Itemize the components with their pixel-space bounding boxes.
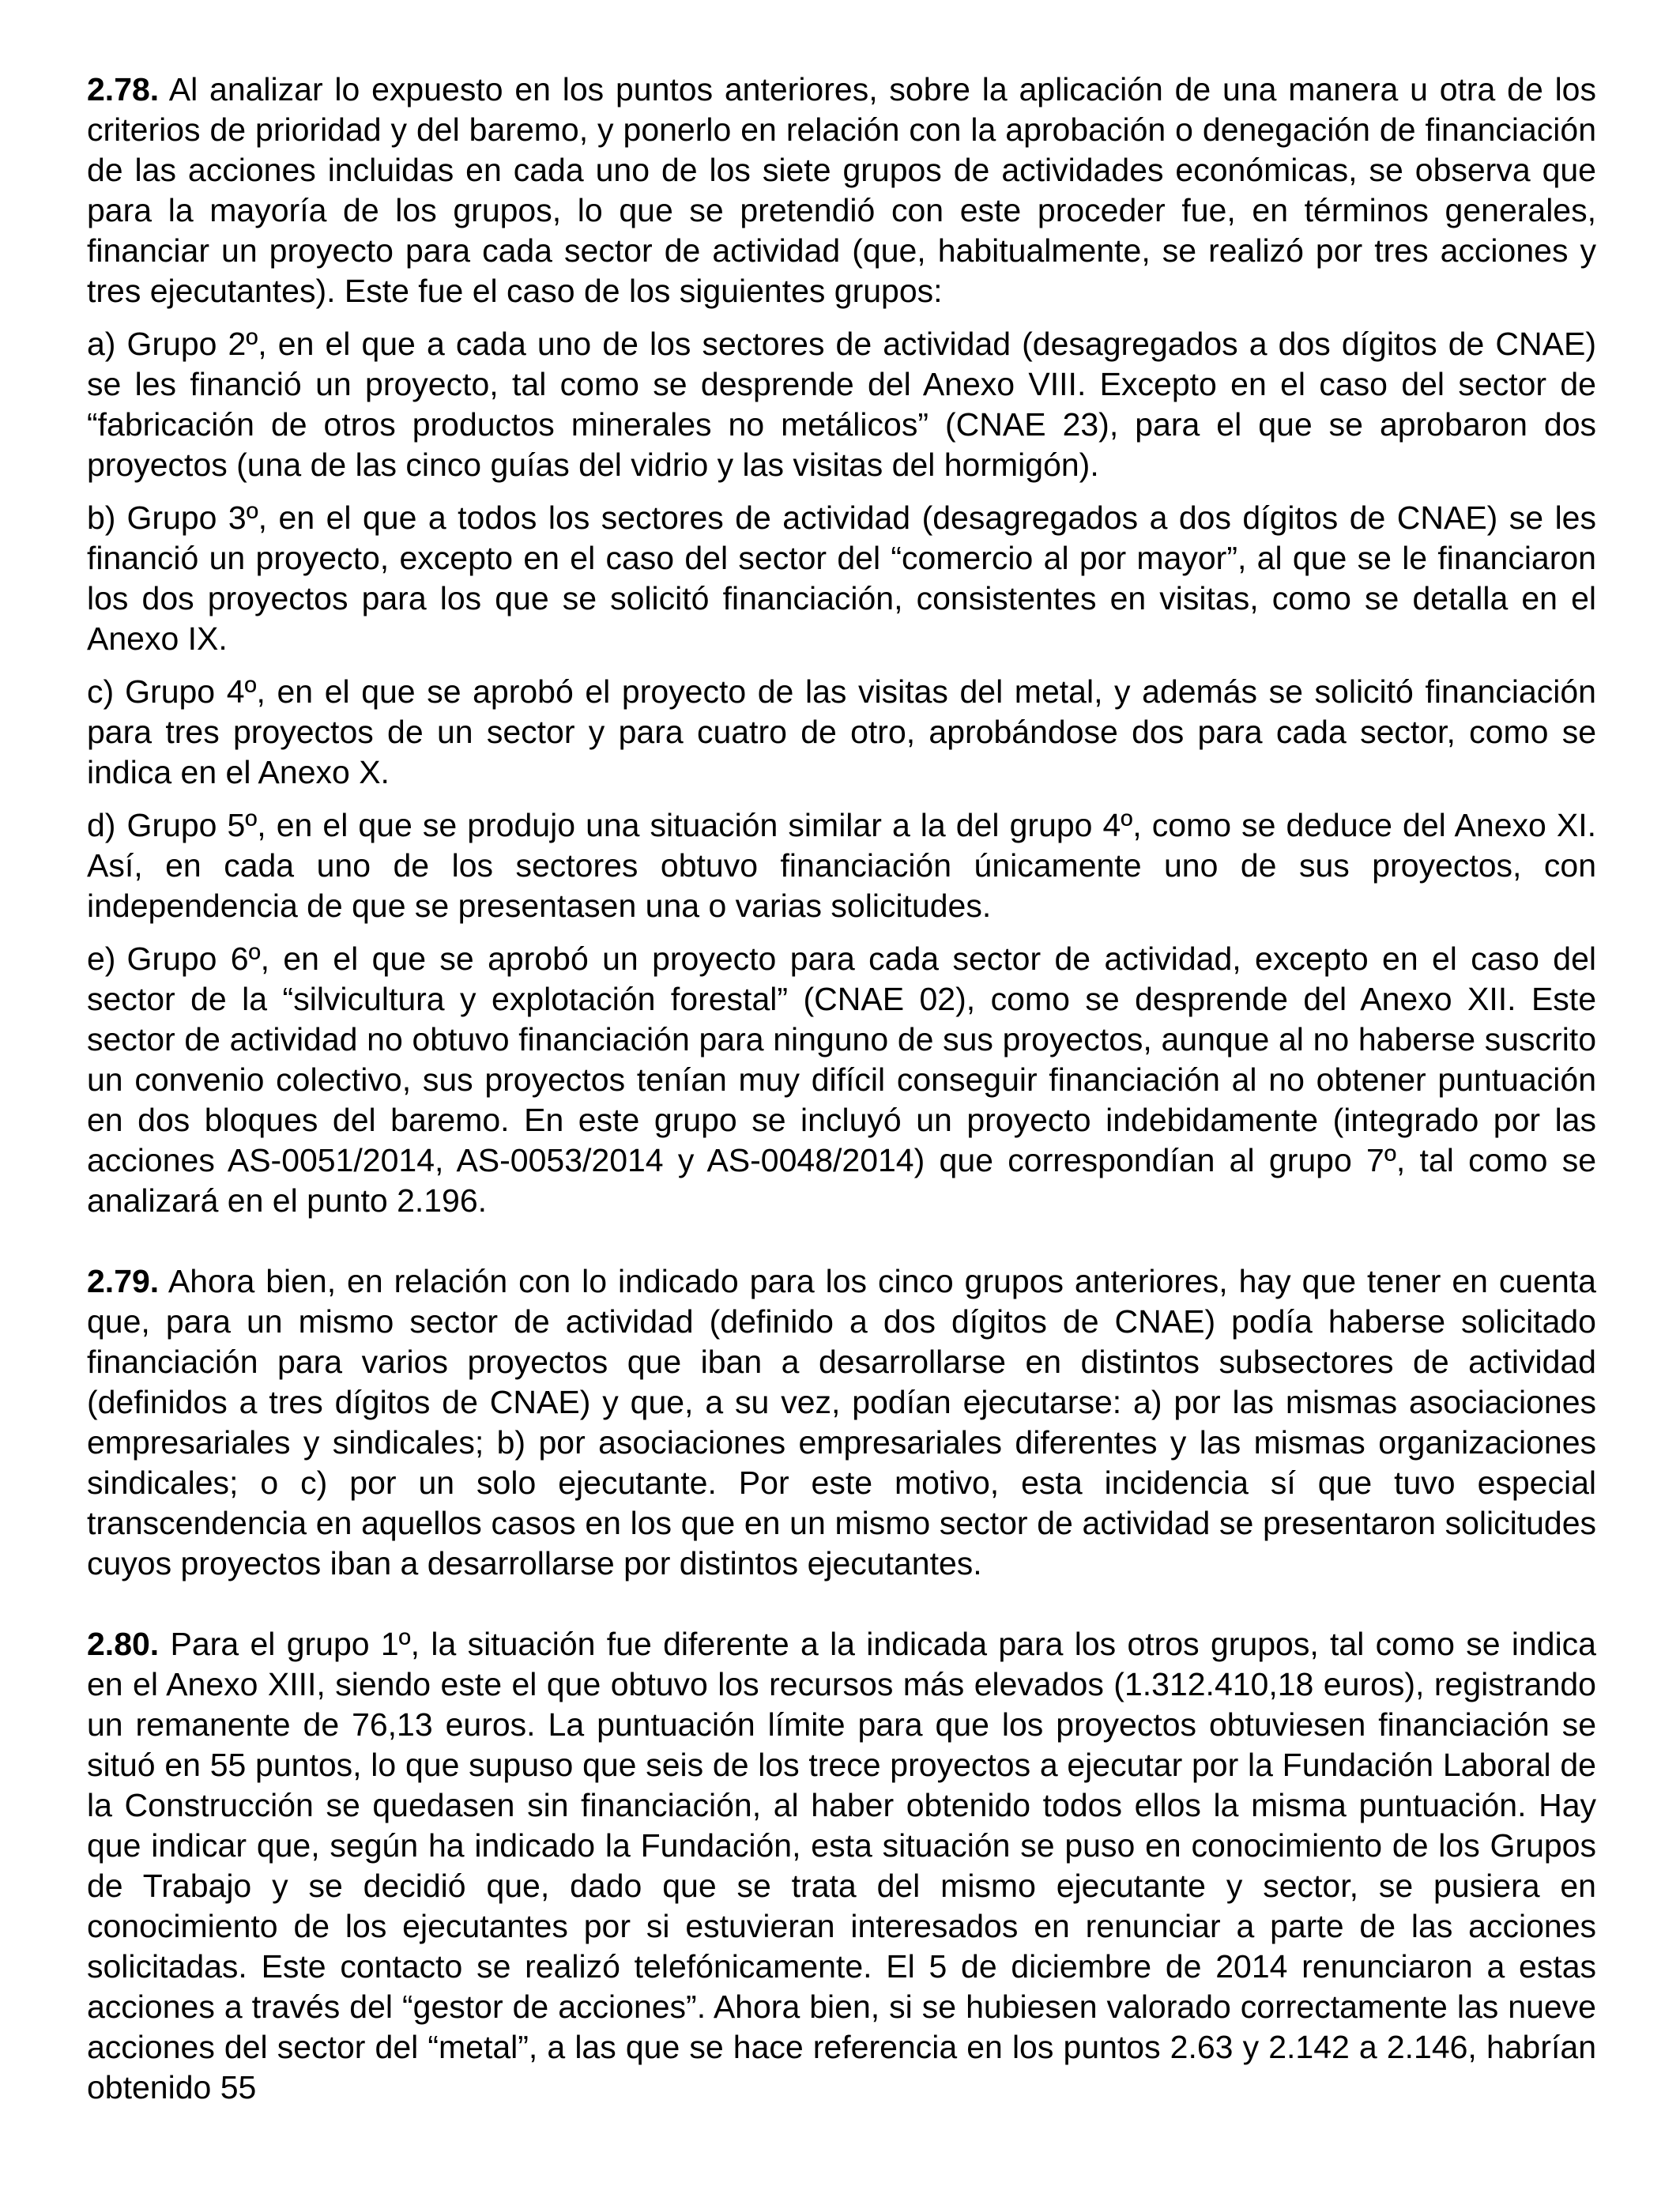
document-page (87, 70, 1596, 2108)
paragraph-2-80 (87, 1624, 1596, 2108)
paragraph-text: Ahora bien, en relación con lo indicado para los cinco grupos anteriores, hay que tener en cuenta que, para un mismo sector de actividad (definido a dos dígitos de CNAE) podía haberse solicitado financiación para varios proyectos que iban a desarrollarse en distintos subsectores de actividad (definidos a tres dígitos de CNAE) y que, a su vez, podían ejecutarse: a) por las mismas asociaciones empresariales y sindicales; b) por asociaciones empresariales diferentes y las mismas organizaciones sindicales; o c) por un solo ejecutante. Por este motivo, esta incidencia sí que tuvo especial transcendencia en aquellos casos en los que en un mismo sector de actividad se presentaron solicitudes cuyos proyectos iban a desarrollarse por distintos ejecutantes. (87, 1263, 1596, 1581)
list-item-b (87, 498, 1596, 659)
list-item-text: Grupo 2º, en el que a cada uno de los sectores de actividad (desagregados a dos dígitos de CNAE) se les financió un proyecto, tal como se desprende del Anexo VIII. Excepto en el caso del sector de “fabricación de otros productos minerales no metálicos” (CNAE 23), para el que se aprobaron dos proyectos (una de las cinco guías del vidrio y las visitas del hormigón). (87, 326, 1596, 483)
list-item-label: e) (87, 941, 116, 977)
paragraph-number: 2.79. (87, 1263, 160, 1299)
paragraph-2-78 (87, 70, 1596, 311)
list-item-a (87, 324, 1596, 485)
list-item-c (87, 672, 1596, 793)
list-item-text: Grupo 6º, en el que se aprobó un proyecto para cada sector de actividad, excepto en el caso del sector de la “silvicultura y explotación forestal” (CNAE 02), como se desprende del Anexo XII. Este sector de actividad no obtuvo financiación para ninguno de sus proyectos, aunque al no haberse suscrito un convenio colectivo, sus proyectos tenían muy difícil conseguir financiación al no obtener puntuación en dos bloques del baremo. En este grupo se incluyó un proyecto indebidamente (integrado por las acciones AS-0051/2014, AS-0053/2014 y AS-0048/2014) que correspondían al grupo 7º, tal como se analizará en el punto 2.196. (87, 941, 1596, 1219)
paragraph-number: 2.78. (87, 71, 160, 107)
paragraph-text: Al analizar lo expuesto en los puntos anteriores, sobre la aplicación de una manera u otra de los criterios de prioridad y del baremo, y ponerlo en relación con la aprobación o denegación de financiación de las acciones incluidas en cada uno de los siete grupos de actividades económicas, se observa que para la mayoría de los grupos, lo que se pretendió con este proceder fue, en términos generales, financiar un proyecto para cada sector de actividad (que, habitualmente, se realizó por tres acciones y tres ejecutantes). Este fue el caso de los siguientes grupos: (87, 71, 1596, 309)
list-item-d (87, 805, 1596, 926)
paragraph-number: 2.80. (87, 1626, 160, 1662)
list-item-e (87, 939, 1596, 1221)
list-item-label: b) (87, 499, 116, 536)
list-item-text: Grupo 4º, en el que se aprobó el proyecto de las visitas del metal, y además se solicitó financiación para tres proyectos de un sector y para cuatro de otro, aprobándose dos para cada sector, como se indica en el Anexo X. (87, 673, 1596, 790)
list-item-text: Grupo 5º, en el que se produjo una situación similar a la del grupo 4º, como se deduce del Anexo XI. Así, en cada uno de los sectores obtuvo financiación únicamente uno de sus proyectos, con independencia de que se presentasen una o varias solicitudes. (87, 807, 1596, 924)
paragraph-2-79 (87, 1261, 1596, 1584)
list-item-text: Grupo 3º, en el que a todos los sectores de actividad (desagregados a dos dígitos de CNAE) se les financió un proyecto, excepto en el caso del sector del “comercio al por mayor”, al que se le financiaron los dos proyectos para los que se solicitó financiación, consistentes en visitas, como se detalla en el Anexo IX. (87, 499, 1596, 657)
list-item-label: d) (87, 807, 116, 843)
list-item-label: c) (87, 673, 115, 710)
list-item-label: a) (87, 326, 116, 362)
paragraph-text: Para el grupo 1º, la situación fue diferente a la indicada para los otros grupos, tal como se indica en el Anexo XIII, siendo este el que obtuvo los recursos más elevados (1.312.410,18 euros), registrando un remanente de 76,13 euros. La puntuación límite para que los proyectos obtuviesen financiación se situó en 55 puntos, lo que supuso que seis de los trece proyectos a ejecutar por la Fundación Laboral de la Construcción se quedasen sin financiación, al haber obtenido todos ellos la misma puntuación. Hay que indicar que, según ha indicado la Fundación, esta situación se puso en conocimiento de los Grupos de Trabajo y se decidió que, dado que se trata del mismo ejecutante y sector, se pusiera en conocimiento de los ejecutantes por si estuvieran interesados en renunciar a parte de las acciones solicitadas. Este contacto se realizó telefónicamente. El 5 de diciembre de 2014 renunciaron a estas acciones a través del “gestor de acciones”. Ahora bien, si se hubiesen valorado correctamente las nueve acciones del sector del “metal”, a las que se hace referencia en los puntos 2.63 y 2.142 a 2.146, habrían obtenido 55 (87, 1626, 1596, 2105)
